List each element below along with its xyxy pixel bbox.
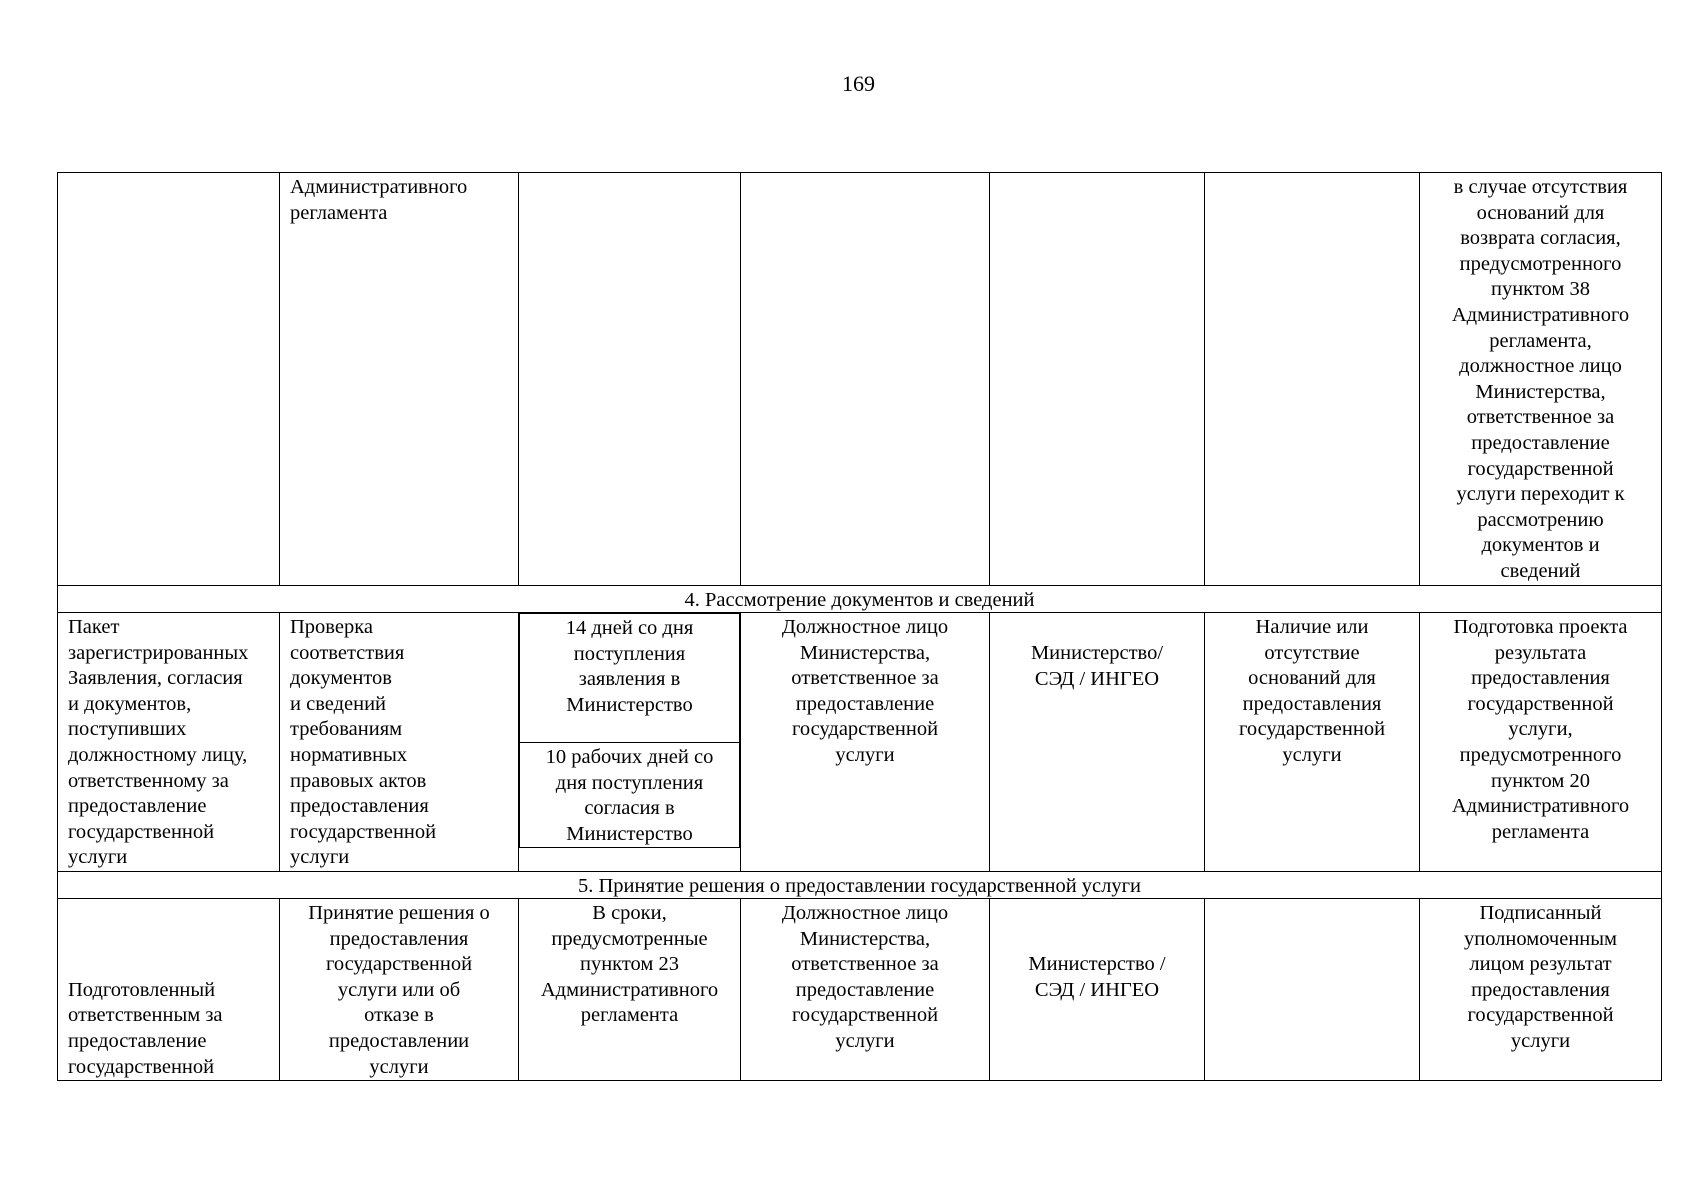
cell-criteria: Наличие или отсутствие оснований для предоставления государственной услуги: [1205, 613, 1420, 872]
cell-input: [58, 173, 280, 586]
cell-term-consent: 10 рабочих дней со дня поступления согласия в Министерство: [520, 743, 740, 848]
cell-result: Подписанный уполномоченным лицом результат предоставления государственной услуги: [1420, 899, 1662, 1081]
cell-input: Подготовленный ответственным за предоставление государственной: [58, 899, 280, 1081]
cell-term-split: [519, 613, 741, 872]
cell-term: [519, 173, 741, 586]
administrative-procedure-table: [57, 172, 1662, 1081]
cell-criteria: [1205, 899, 1420, 1081]
section-4-row: [58, 613, 1662, 872]
continuation-row: [58, 173, 1662, 586]
cell-action: Административного регламента: [280, 173, 519, 586]
cell-responsible: Должностное лицо Министерства, ответственное за предоставление государственной услуги: [741, 613, 990, 872]
cell-term-application: 14 дней со дня поступления заявления в Министерство: [520, 614, 740, 743]
page-number: 169: [842, 71, 875, 96]
term-split-table: [519, 613, 740, 848]
cell-system: [990, 173, 1205, 586]
cell-criteria: [1205, 173, 1420, 586]
cell-action: Принятие решения о предоставления государственной услуги или об отказе в предоставлении услуги: [280, 899, 519, 1081]
cell-result: Подготовка проекта результата предоставления государственной услуги, предусмотренного пунктом 20 Административного регламента: [1420, 613, 1662, 872]
section-4-header-row: [58, 586, 1662, 613]
cell-responsible: Должностное лицо Министерства, ответственное за предоставление государственной услуги: [741, 899, 990, 1081]
section-5-title: 5. Принятие решения о предоставлении государственной услуги: [58, 872, 1662, 899]
section-5-header-row: [58, 872, 1662, 899]
cell-term: В сроки, предусмотренные пунктом 23 Административного регламента: [519, 899, 741, 1081]
cell-result: в случае отсутствия оснований для возврата согласия, предусмотренного пунктом 38 Административного регламента, должностное лицо Министерства, ответственное за предоставление государственной услуги переходит к рассмотрению документов и сведений: [1420, 173, 1662, 586]
cell-system: Министерство/ СЭД / ИНГЕО: [990, 613, 1205, 872]
section-5-row: [58, 899, 1662, 1081]
section-4-title: 4. Рассмотрение документов и сведений: [58, 586, 1662, 613]
cell-responsible: [741, 173, 990, 586]
cell-action: Проверка соответствия документов и сведений требованиям нормативных правовых актов предоставления государственной услуги: [280, 613, 519, 872]
cell-input: Пакет зарегистрированных Заявления, согласия и документов, поступивших должностному лицу, ответственному за предоставление государственной услуги: [58, 613, 280, 872]
cell-system: Министерство / СЭД / ИНГЕО: [990, 899, 1205, 1081]
